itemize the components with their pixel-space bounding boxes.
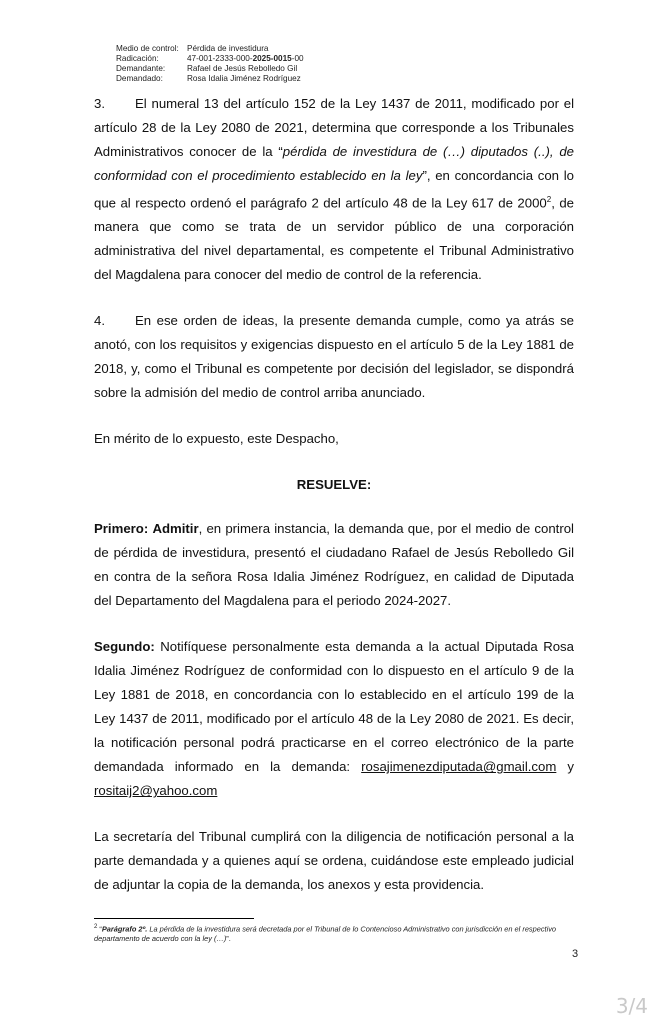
page-counter: 3/4	[615, 994, 648, 1018]
document-body	[94, 92, 574, 897]
secretaria-paragraph: La secretaría del Tribunal cumplirá con la diligencia de notificación personal a la parte demandada y a quienes aquí se ordena, cuidándose este empleado judicial de adjuntar la copia de la demanda, los anexos y esta providencia.	[94, 829, 574, 893]
header-label: Radicación:	[116, 54, 159, 63]
footnote-ref[interactable]: 2	[546, 195, 552, 204]
header-row-medio	[116, 44, 304, 54]
header-row-demandado	[116, 74, 304, 84]
header-value	[187, 54, 304, 64]
primero-paragraph	[94, 517, 574, 613]
paragraph-text: En ese orden de ideas, la presente demanda cumple, como ya atrás se anotó, con los requisitos y exigencias dispuesto en el artículo 5 de la Ley 1881 de 2018, y, como el Tribunal es competente por decisión del legislador, se dispondrá sobre la admisión del medio de control arriba anunciado.	[94, 313, 574, 401]
merito-paragraph: En mérito de lo expuesto, este Despacho,	[94, 431, 339, 447]
paragraph-text: , en primera instancia, la demanda que, por el medio de control de pérdida de investidura, presentó el ciudadano Rafael de Jesús Rebolledo Gil en contra de la señora Rosa Idalia Jiménez Rodríguez, en calidad de Diputada del Departamento del Magdalena para el periodo 2024-2027.	[94, 521, 574, 609]
paragraph-3	[94, 92, 574, 287]
footnote-number: 2	[94, 924, 98, 930]
resuelve-heading: RESUELVE:	[296, 477, 372, 493]
paragraph-number: 3.	[94, 96, 105, 111]
footnote-text: La pérdida de la investidura será decretada por el Tribunal de lo Contencioso Administrativo con jurisdicción en el respectivo departamento de acuerdo con la ley (…)	[94, 924, 557, 944]
segundo-label: Segundo:	[94, 639, 155, 655]
header-value: Rosa Idalia Jiménez Rodríguez	[187, 74, 301, 83]
header-label: Medio de control:	[116, 44, 179, 53]
footnote-quote: “	[97, 924, 102, 934]
header-row-demandante	[116, 64, 304, 74]
footnote-divider	[94, 918, 254, 919]
header-label: Demandado:	[116, 74, 163, 83]
footnote-title: Parágrafo 2º.	[101, 924, 148, 934]
header-value: Rafael de Jesús Rebolledo Gil	[187, 64, 298, 73]
header-label: Demandante:	[116, 64, 166, 73]
email-link[interactable]: rosajimenezdiputada@gmail.com	[361, 759, 557, 775]
paragraph-text: ”, en concordancia con lo que al respecto ordenó el parágrafo 2 del artículo 48 de la Ley 617 de 2000	[94, 168, 574, 211]
paragraph-number: 4.	[94, 313, 105, 329]
footnote	[94, 922, 574, 944]
radicacion-number: 2025-0015	[252, 54, 292, 63]
radicacion-suffix: -00	[291, 54, 304, 63]
paragraph-text: El numeral 13 del artículo 152 de la Ley 1437 de 2011, modificado por el artículo 28 de la Ley 2080 de 2021, determina que corresponde a los Tribunales Administrativos conocer de la “	[94, 96, 574, 159]
case-header	[116, 44, 304, 84]
header-value: Pérdida de investidura	[187, 44, 269, 53]
primero-keyword: Admitir	[152, 521, 199, 537]
quoted-text: pérdida de investidura de (…) diputados (..), de conformidad con el procedimiento establecido en la ley	[94, 144, 575, 183]
conjunction: y	[556, 759, 574, 775]
footnote-quote: ”.	[226, 934, 231, 944]
paragraph-text: , de manera que como se trata de un servidor público de una corporación administrativa del nivel departamental, es competente el Tribunal Administrativo del Magdalena para conocer del medio de control de la referencia.	[94, 195, 575, 283]
page-number: 3	[572, 948, 579, 960]
paragraph-text: Notifíquese personalmente esta demanda a la actual Diputada Rosa Idalia Jiménez Rodríguez de conformidad con lo dispuesto en el artículo 9 de la Ley 1881 de 2018, en concordancia con lo establecido en el artículo 199 de la Ley 1437 de 2011, modificado por el artículo 48 de la Ley 2080 de 2021. Es decir, la notificación personal podrá practicarse en el correo electrónico de la parte demandada informado en la demanda:	[94, 639, 574, 775]
radicacion-prefix: 47-001-2333-000-	[187, 54, 253, 63]
email-link[interactable]: rositaij2@yahoo.com	[94, 783, 218, 799]
paragraph-4	[94, 309, 574, 405]
header-row-radicacion	[116, 54, 304, 64]
segundo-paragraph	[94, 635, 574, 803]
primero-label: Primero:	[94, 521, 149, 537]
